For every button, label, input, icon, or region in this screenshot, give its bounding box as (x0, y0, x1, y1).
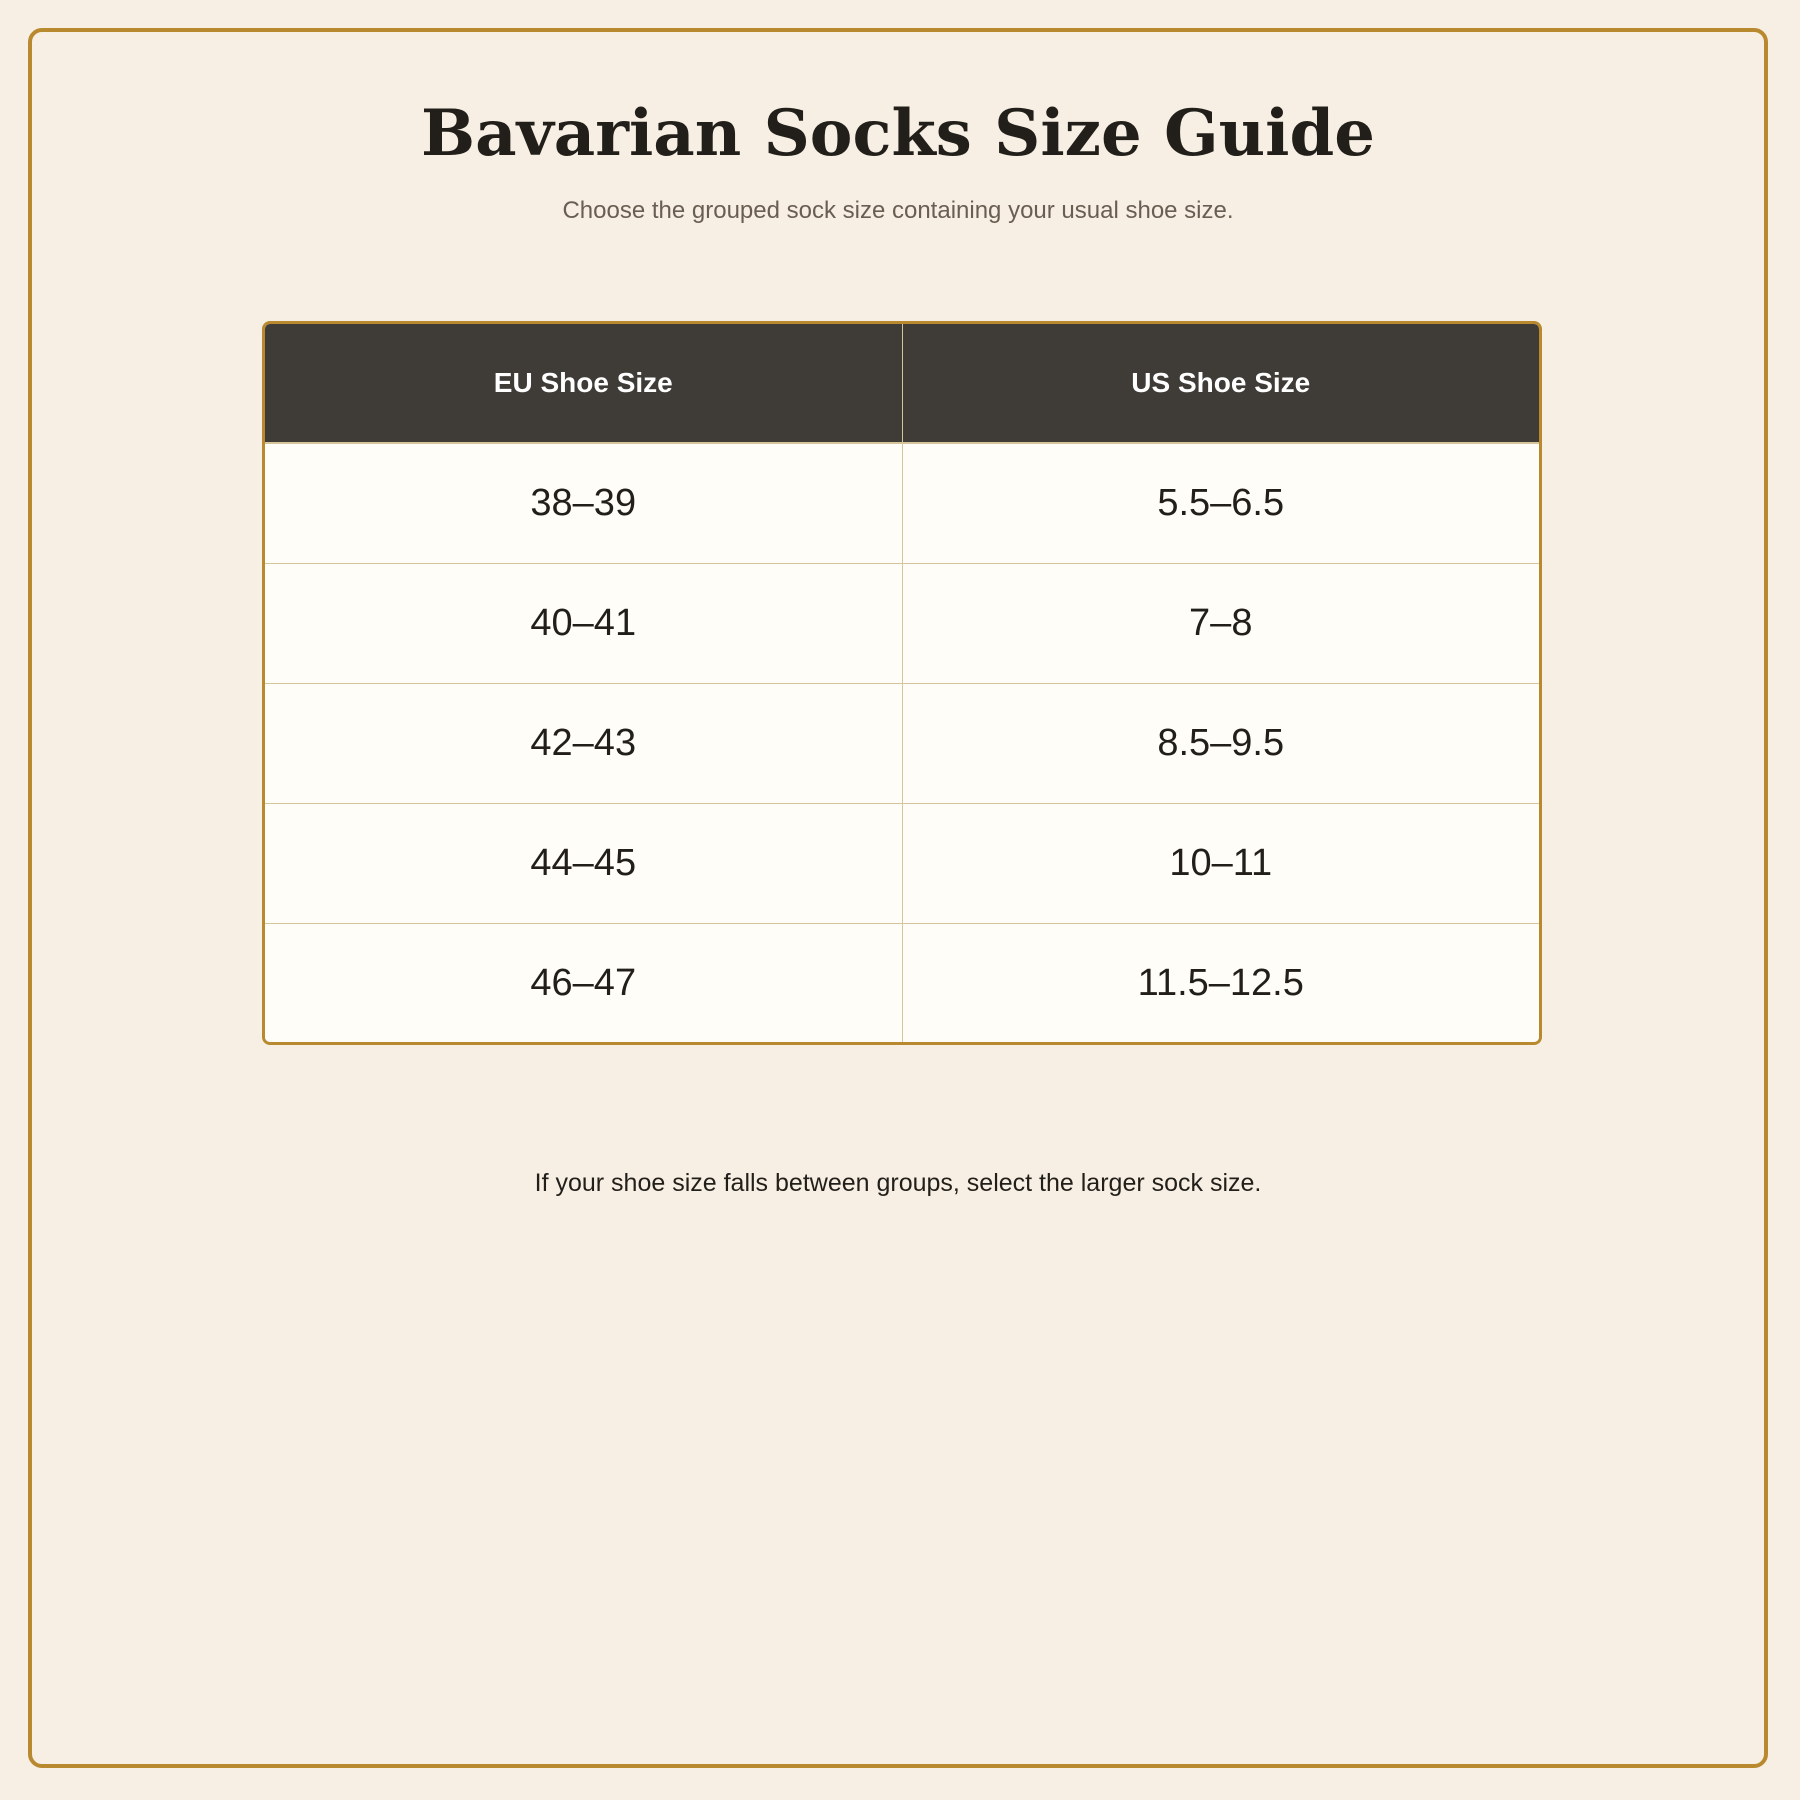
column-header-eu: EU Shoe Size (265, 324, 902, 443)
eu-size-cell: 44–45 (265, 804, 902, 924)
page-subtitle: Choose the grouped sock size containing your usual shoe size. (562, 197, 1234, 224)
table-row (265, 443, 1539, 564)
table-header-row (265, 324, 1539, 443)
us-size-cell: 11.5–12.5 (902, 924, 1539, 1044)
eu-size-cell: 46–47 (265, 924, 902, 1044)
us-size-cell: 8.5–9.5 (902, 684, 1539, 804)
table-row (265, 564, 1539, 684)
us-size-cell: 7–8 (902, 564, 1539, 684)
size-table-container (262, 321, 1542, 1045)
eu-size-cell: 40–41 (265, 564, 902, 684)
eu-size-cell: 38–39 (265, 443, 902, 564)
table-row (265, 924, 1539, 1044)
us-size-cell: 5.5–6.5 (902, 443, 1539, 564)
us-size-cell: 10–11 (902, 804, 1539, 924)
size-guide-card (28, 28, 1768, 1768)
column-header-us: US Shoe Size (902, 324, 1539, 443)
eu-size-cell: 42–43 (265, 684, 902, 804)
table-row (265, 804, 1539, 924)
sizing-footnote: If your shoe size falls between groups, select the larger sock size. (534, 1169, 1262, 1197)
table-row (265, 684, 1539, 804)
size-table (265, 324, 1539, 1043)
page-title: Bavarian Socks Size Guide (421, 96, 1375, 171)
